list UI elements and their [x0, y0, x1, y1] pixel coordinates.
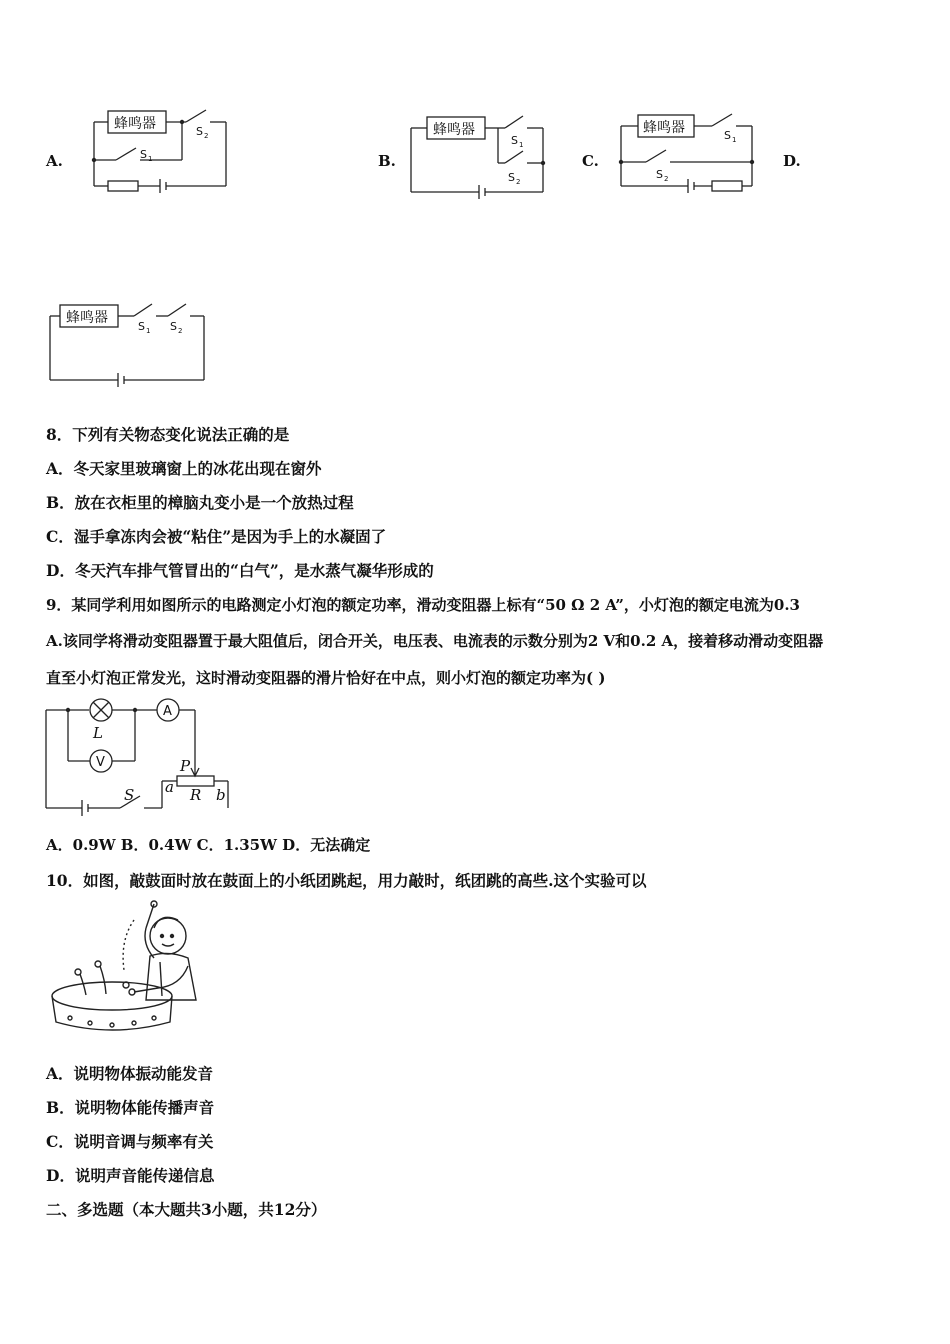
question-10-option-b: B．说明物体能传播声音 — [46, 1098, 215, 1117]
question-9-stem-line-3: 直至小灯泡正常发光，这时滑动变阻器的滑片恰好在中点，则小灯泡的额定功率为( ) — [46, 669, 606, 687]
svg-text:R: R — [190, 786, 202, 804]
switch-s1-icon — [134, 304, 152, 316]
svg-text:S: S — [508, 171, 515, 184]
question-9-options: A．0.9W B．0.4W C．1.35W D．无法确定 — [46, 836, 371, 854]
switch-s2-icon — [505, 151, 523, 163]
svg-text:S: S — [140, 148, 147, 161]
svg-text:1: 1 — [732, 136, 737, 144]
circuit-diagram-b — [405, 108, 550, 203]
option-b-label: B. — [378, 152, 396, 170]
question-10-option-a: A．说明物体振动能发音 — [46, 1064, 214, 1083]
svg-text:S: S — [124, 786, 135, 804]
drum-icon — [52, 982, 172, 1010]
svg-text:a: a — [165, 778, 174, 796]
option-a-label: A. — [46, 152, 63, 170]
question-9-stem-line-2: A.该同学将滑动变阻器置于最大阻值后，闭合开关，电压表、电流表的示数分别为2 V和0.2 A，接着移动滑动变阻器 — [46, 632, 824, 650]
option-d-label: D. — [783, 152, 801, 170]
switch-s2-icon — [186, 110, 206, 122]
svg-text:1: 1 — [146, 327, 151, 335]
svg-text:b: b — [216, 786, 226, 804]
switch-s2-icon — [646, 150, 666, 162]
buzzer-label: 蜂鸣器 — [433, 122, 475, 138]
buzzer-label: 蜂鸣器 — [66, 310, 108, 326]
svg-text:S: S — [511, 134, 518, 147]
question-9-stem-line-1: 9．某同学利用如图所示的电路测定小灯泡的额定功率，滑动变阻器上标有“50 Ω 2 A”，小灯泡的额定电流为0.3 — [46, 596, 800, 614]
svg-text:S: S — [170, 320, 177, 333]
question-8-option-c: C．湿手拿冻肉会被“粘住”是因为手上的水凝固了 — [46, 527, 387, 546]
switch-s1-icon — [116, 148, 136, 160]
svg-text:L: L — [93, 724, 103, 742]
question-8-option-b: B．放在衣柜里的樟脑丸变小是一个放热过程 — [46, 493, 354, 512]
drum-illustration — [50, 900, 210, 1035]
svg-text:S: S — [724, 129, 731, 142]
question-8-stem: 8．下列有关物态变化说法正确的是 — [46, 425, 290, 444]
resistor-icon — [108, 181, 138, 191]
section-2-title: 二、多选题（本大题共3小题，共12分） — [46, 1200, 327, 1219]
question-10-option-d: D．说明声音能传递信息 — [46, 1166, 215, 1185]
resistor-icon — [712, 181, 742, 191]
rheostat-icon — [177, 776, 214, 786]
circuit-diagram-a — [88, 100, 238, 195]
svg-text:P: P — [180, 757, 191, 775]
question-8-option-d: D．冬天汽车排气管冒出的“白气”，是水蒸气凝华形成的 — [46, 561, 434, 580]
buzzer-label: 蜂鸣器 — [643, 120, 685, 136]
question-10-option-c: C．说明音调与频率有关 — [46, 1132, 214, 1151]
svg-text:2: 2 — [204, 132, 209, 140]
svg-text:2: 2 — [516, 178, 521, 186]
svg-text:A: A — [163, 704, 172, 719]
question-10-stem: 10．如图，敲鼓面时放在鼓面上的小纸团跳起，用力敲时，纸团跳的高些.这个实验可以 — [46, 871, 647, 890]
svg-text:S: S — [138, 320, 145, 333]
option-c-label: C. — [582, 152, 599, 170]
svg-text:V: V — [96, 755, 105, 770]
question-8-option-a: A．冬天家里玻璃窗上的冰花出现在窗外 — [46, 459, 322, 478]
svg-text:2: 2 — [664, 175, 669, 183]
person-icon — [150, 918, 186, 954]
svg-text:2: 2 — [178, 327, 183, 335]
circuit-diagram-c — [612, 104, 762, 199]
svg-text:1: 1 — [148, 155, 153, 163]
switch-s1-icon — [505, 116, 523, 128]
circuit-diagram-d — [44, 296, 214, 388]
svg-text:S: S — [196, 125, 203, 138]
question-9-circuit-diagram — [40, 698, 240, 816]
switch-s1-icon — [712, 114, 732, 126]
buzzer-label: 蜂鸣器 — [114, 116, 156, 132]
svg-text:1: 1 — [519, 141, 524, 149]
svg-text:S: S — [656, 168, 663, 181]
switch-s2-icon — [168, 304, 186, 316]
